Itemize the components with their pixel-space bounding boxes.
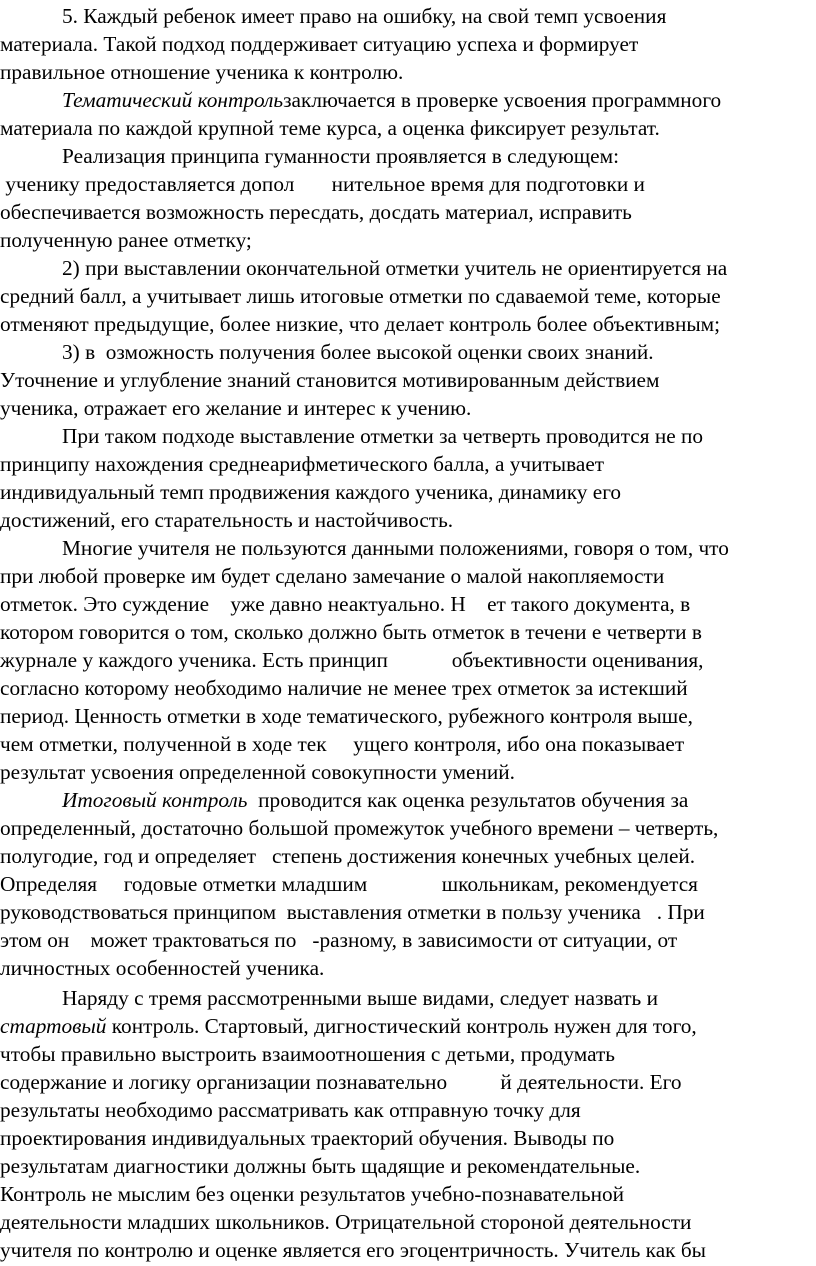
text-line: Реализация принципа гуманности проявляется в следующем: bbox=[62, 144, 620, 168]
text-line: согласно которому необходимо наличие не менее трех отметок за истекший bbox=[0, 676, 688, 700]
text-line: Контроль не мыслим без оценки результатов учебно-познавательной bbox=[0, 1182, 625, 1206]
text-line: период. Ценность отметки в ходе тематического, рубежного контроля выше, bbox=[0, 704, 693, 728]
text-line: ученика, отражает его желание и интерес к учению. bbox=[0, 396, 472, 420]
text-line: личностных особенностей ученика. bbox=[0, 956, 325, 980]
text-line: результатам диагностики должны быть щадящие и рекомендательные. bbox=[0, 1154, 641, 1178]
text-fragment: проводится как оценка результатов обучения за bbox=[247, 788, 689, 812]
text-line: 2) при выставлении окончательной отметки учитель не ориентируется на bbox=[62, 256, 728, 280]
text-line: Определяя годовые отметки младшим школьникам, рекомендуется bbox=[0, 872, 698, 896]
text-line: достижений, его старательность и настойчивость. bbox=[0, 508, 454, 532]
text-line: При таком подходе выставление отметки за четверть проводится не по bbox=[62, 424, 704, 448]
text-line: отменяют предыдущие, более низкие, что делает контроль более объективным; bbox=[0, 312, 721, 336]
text-line: руководствоваться принципом выставления отметки в пользу ученика . При bbox=[0, 900, 705, 924]
text-line: чтобы правильно выстроить взаимоотношения с детьми, продумать bbox=[0, 1042, 616, 1066]
text-line: правильное отношение ученика к контролю. bbox=[0, 60, 404, 84]
italic-term-thematic: Тематический контроль bbox=[62, 88, 284, 112]
text-line bbox=[62, 86, 721, 114]
text-line: учителя по контролю и оценке является его эгоцентричность. Учитель как бы bbox=[0, 1238, 706, 1262]
text-line: 3) в озможность получения более высокой оценки своих знаний. bbox=[62, 340, 654, 364]
text-line: индивидуальный темп продвижения каждого ученика, динамику его bbox=[0, 480, 622, 504]
text-line: ученику предоставляется допол нительное время для подготовки и bbox=[0, 172, 645, 196]
text-line: этом он может трактоваться по -разному, в зависимости от ситуации, от bbox=[0, 928, 678, 952]
text-line: материала по каждой крупной теме курса, а оценка фиксирует результат. bbox=[0, 116, 660, 140]
text-line: Многие учителя не пользуются данными положениями, говоря о том, что bbox=[62, 536, 729, 560]
text-line: содержание и логику организации познавательно й деятельности. Его bbox=[0, 1070, 682, 1094]
text-fragment: заключается в проверке усвоения программного bbox=[283, 88, 722, 112]
text-line: обеспечивается возможность пересдать, досдать материал, исправить bbox=[0, 200, 632, 224]
text-line: результат усвоения определенной совокупности умений. bbox=[0, 760, 515, 784]
text-line: 5. Каждый ребенок имеет право на ошибку, на свой темп усвоения bbox=[62, 4, 667, 28]
text-line: чем отметки, полученной в ходе тек ущего контроля, ибо она показывает bbox=[0, 732, 685, 756]
text-line: деятельности младших школьников. Отрицательной стороной деятельности bbox=[0, 1210, 692, 1234]
text-line bbox=[0, 1012, 697, 1040]
italic-term-starting: стартовый bbox=[0, 1014, 107, 1038]
text-line: полугодие, год и определяет степень достижения конечных учебных целей. bbox=[0, 844, 696, 868]
text-line: средний балл, а учитывает лишь итоговые отметки по сдаваемой теме, которые bbox=[0, 284, 721, 308]
text-line: результаты необходимо рассматривать как отправную точку для bbox=[0, 1098, 581, 1122]
text-line: определенный, достаточно большой промежуток учебного времени – четверть, bbox=[0, 816, 719, 840]
text-line: при любой проверке им будет сделано замечание о малой накопляемости bbox=[0, 564, 665, 588]
text-line: полученную ранее отметку; bbox=[0, 228, 252, 252]
text-line: проектирования индивидуальных траекторий обучения. Выводы по bbox=[0, 1126, 615, 1150]
text-line: Наряду с тремя рассмотренными выше видами, следует назвать и bbox=[62, 986, 658, 1010]
text-fragment: контроль. Стартовый, дигностический контроль нужен для того, bbox=[106, 1014, 697, 1038]
text-line: отметок. Это суждение уже давно неактуально. Н ет такого документа, в bbox=[0, 592, 691, 616]
text-line: принципу нахождения среднеарифметического балла, а учитывает bbox=[0, 452, 605, 476]
text-line: журнале у каждого ученика. Есть принцип объективности оценивания, bbox=[0, 648, 704, 672]
italic-term-final: Итоговый контроль bbox=[62, 788, 248, 812]
text-line bbox=[62, 786, 688, 814]
text-line: котором говорится о том, сколько должно быть отметок в течени е четверти в bbox=[0, 620, 702, 644]
text-line: материала. Такой подход поддерживает ситуацию успеха и формирует bbox=[0, 32, 639, 56]
text-line: Уточнение и углубление знаний становится мотивированным действием bbox=[0, 368, 660, 392]
